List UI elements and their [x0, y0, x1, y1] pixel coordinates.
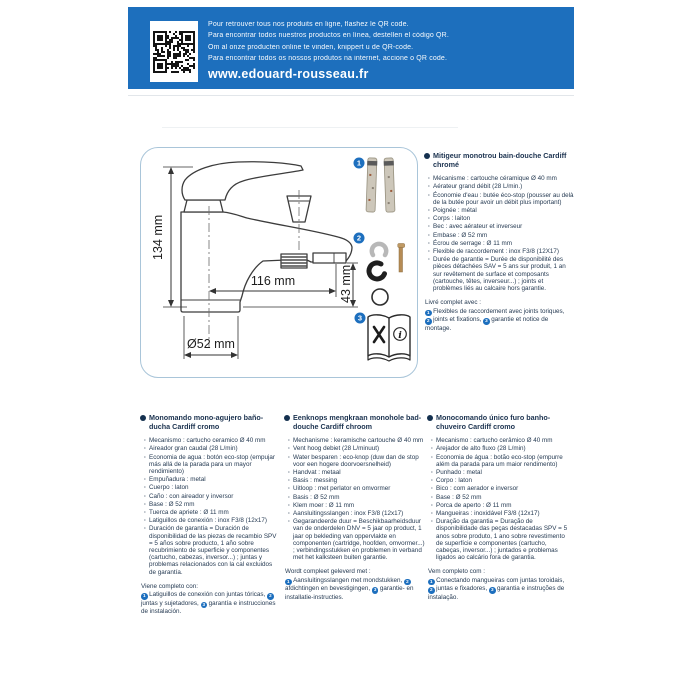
spec-bullet: · Mecanismo : cartucho ceramico Ø 40 mm — [144, 437, 280, 444]
spec-bullet: · Empuñadura : metal — [144, 476, 280, 483]
spec-bullet: · Basis : messing — [288, 477, 425, 484]
qr-code — [150, 21, 198, 82]
included-item-text: garantía e instrucciones de instalación. — [141, 599, 276, 616]
faucet-handle — [182, 162, 303, 200]
numbered-badge: 2 — [404, 579, 411, 586]
included-item-text: Aansluitingsslangen met mondstukken, — [293, 576, 405, 584]
dim-base-diameter-label: Ø52 mm — [187, 337, 235, 351]
included-item-text: garantie- en installatie-instructies. — [285, 585, 414, 602]
info-glyph: i — [398, 330, 402, 341]
spec-bullet: · Poignée : métal — [428, 207, 574, 214]
included-with-fr: Livré complet avec : 1 Flexibles de raccordement avec joints toriques, 2 joints et fixations, 3 garantie et notice de montage. — [425, 299, 565, 332]
spec-bullet: · Handvat : metaal — [288, 469, 425, 476]
spec-bullet: · Économie d'eau : butée éco-stop (pousser au delà de la butée pour avoir un débit plus important) — [428, 192, 574, 206]
included-item-text: Latiguillos de conexión con juntas tóricas, — [149, 591, 268, 599]
banner-lines — [208, 19, 449, 65]
included-with-pt: Vem completo com : 1 Conectando mangueiras com juntas toroidais, 2 juntas e fixadores, 3 garantia e instruções de instalação. — [428, 568, 565, 602]
spec-bullet: · Aireador gran caudal (28 L/min) — [144, 445, 280, 452]
included-item-text: Flexibles de raccordement avec joints toriques, — [433, 307, 565, 315]
faint-rule — [162, 127, 458, 128]
included-item-text: garantie et notice de montage. — [425, 316, 549, 332]
seals-fixings-icon — [369, 244, 405, 306]
spec-bullet: · Bec : avec aérateur et inverseur — [428, 223, 574, 230]
numbered-badge: 3 — [489, 587, 496, 594]
included-item-text: joints et fixations, — [433, 316, 484, 324]
section-nl — [284, 414, 425, 603]
spec-bullet: · Mechanisme : keramische cartouche Ø 40 mm — [288, 437, 425, 444]
spec-bullet: · Gegarandeerde duur = Beschikbaarheidsduur van de onderdelen DNV = 5 jaar op product, 1 jaar op bekleding van oppervlakte en componenten (cartridge, hoofden, omvormer...) ; verbindingsstukken en problemen in verband met het kalksteen buiten garantie. — [288, 518, 425, 561]
included-with-nl: Wordt compleet geleverd met : 1 Aansluitingsslangen met mondstukken, 2afdichtingen en bevestigingen, 3 garantie- en installatie-instructies. — [285, 568, 414, 602]
section-pt — [427, 414, 570, 603]
spec-list-es — [140, 437, 280, 576]
spec-bullet: · Porca de aperto : Ø 11 mm — [431, 502, 570, 509]
text-line: Om al onze producten online te vinden, knippert u de QR-code. — [208, 43, 414, 51]
text-line: Pour retrouver tous nos produits en ligne, flashez le QR code. — [208, 21, 409, 28]
numbered-badge: 3 — [201, 602, 208, 609]
spec-bullet: · Economia de água : botão eco-stop (empurre além da parada para um maior rendimento) — [431, 454, 570, 468]
included-with-es: Viene completo con: 1 Latiguillos de conexión con juntas tóricas, 2juntas y sujetadores, 3 garantía e instrucciones de instalación. — [141, 582, 276, 616]
spec-bullet: · Mangueiras : inoxidável F3/8 (12x17) — [431, 510, 570, 517]
banner-text — [208, 19, 449, 81]
svg-text:3: 3 — [357, 313, 363, 323]
numbered-badge: 1 — [428, 579, 435, 586]
dim-height-label: 134 mm — [151, 214, 165, 260]
numbered-badge: 3 — [483, 318, 490, 325]
language-marker-icon — [140, 415, 146, 421]
qr-banner — [128, 7, 574, 89]
spec-bullet: · Flexible de raccordement : inox F3/8 (12X17) — [428, 248, 574, 255]
section-title-es: Monomando mono-agujero baño-ducha Cardiff cromo — [149, 413, 264, 431]
spec-bullet: · Latiguillos de conexión : inox F3/8 (12x17) — [144, 517, 280, 524]
section-title-nl: Eenknops mengkraan monohole bad-douche Cardiff chroom — [293, 413, 422, 431]
section-fr — [424, 152, 574, 333]
included-item-text: Conectando mangueiras com juntas toroidais, — [436, 576, 565, 584]
flexible-hoses-icon — [366, 158, 396, 212]
language-marker-icon — [424, 153, 430, 159]
spec-bullet: · Water besparen : eco-knop (duw dan de stop voor een hogere doorvoersnelheid) — [288, 454, 425, 468]
spec-bullet: · Aansluitingsslangen : inox F3/8 (12x17) — [288, 510, 425, 517]
section-title-pt: Monocomando único furo banho-chuveiro Cardiff cromo — [436, 413, 551, 431]
spec-bullet: · Duración de garantía = Duración de disponibilidad de las piezas de recambio SPV = 5 años sobre producto, 1 año sobre recubrimiento de superficie y componentes (cartucho, cabezas, inversor...) ; juntas y problemas relacionados con la cal excluidos de garantía. — [144, 525, 280, 575]
numbered-badge: 2 — [428, 587, 435, 594]
spec-bullet: · Economia de agua : botón eco-stop (empujar más allá de la parada para un mayor rendimiento) — [144, 454, 280, 476]
included-item-text: garantia e instruções de instalação. — [428, 585, 565, 602]
spec-bullet: · Base : Ø 52 mm — [431, 494, 570, 501]
spec-bullet: · Caño : con aireador y inversor — [144, 493, 280, 500]
spec-bullet: · Corps : laiton — [428, 215, 574, 222]
numbered-badge: 1 — [285, 579, 292, 586]
spec-list-pt — [427, 437, 570, 561]
language-marker-icon — [427, 415, 433, 421]
numbered-badge: 3 — [372, 587, 379, 594]
spec-bullet: · Embase : Ø 52 mm — [428, 232, 574, 239]
included-item-text: afdichtingen en bevestigingen, — [285, 585, 372, 593]
faucet-dome — [184, 200, 223, 212]
spec-bullet: · Tuerca de apriete : Ø 11 mm — [144, 509, 280, 516]
banner-separator — [128, 95, 574, 96]
spec-bullet: · Klem moer : Ø 11 mm — [288, 502, 425, 509]
outlet — [313, 253, 346, 263]
dim-spout-height-label: 43 mm — [339, 264, 353, 303]
dim-reach-label: 116 mm — [250, 274, 296, 288]
section-es — [140, 414, 280, 617]
spec-bullet: · Aérateur grand débit (28 L/min.) — [428, 183, 574, 190]
spec-bullet: · Mecanismo : cartucho cerâmico Ø 40 mm — [431, 437, 570, 444]
spec-bullet: · Punhado : metal — [431, 469, 570, 476]
spec-bullet: · Bico : com aerador e inversor — [431, 485, 570, 492]
numbered-badge: 2 — [425, 318, 432, 325]
spec-bullet: · Arejador de alto fluxo (28 L/min) — [431, 445, 570, 452]
language-marker-icon — [284, 415, 290, 421]
numbered-badge: 1 — [141, 593, 148, 600]
included-item-text: juntas y sujetadores, — [141, 599, 201, 607]
spec-bullet: · Cuerpo : laton — [144, 484, 280, 491]
numbered-badge: 1 — [425, 310, 432, 317]
spec-bullet: · Base : Ø 52 mm — [144, 501, 280, 508]
text-line: Para encontrar todos nuestros productos en línea, destellen el código QR. — [208, 32, 449, 40]
qr-code-pattern — [153, 26, 195, 78]
included-items — [352, 154, 414, 368]
spec-bullet: · Duração da garantia = Duração de disponibilidade das peças destacadas SPV = 5 anos sobre produto, 1 ano sobre revestimento de superfície e componentes (cartucho, cabeças, inversor...) ; juntados e problemas ligados ao calcário fora de garantia. — [431, 518, 570, 561]
spec-bullet: · Durée de garantie = Durée de disponibilité des pièces détachées SAV = 5 ans sur produit, 1 an sur revêtement de surface et composants (cartouche, têtes, inverseur...) ; joints et problèmes liés au calcaire hors garantie. — [428, 256, 574, 292]
spec-list-nl — [284, 437, 425, 561]
spec-list-fr — [424, 175, 574, 292]
svg-text:1: 1 — [356, 158, 362, 168]
included-item-text: juntas e fixadores, — [436, 585, 489, 593]
spec-bullet: · Vent hoog debiet (28 L/minuut) — [288, 445, 425, 452]
svg-text:2: 2 — [356, 233, 362, 243]
spec-bullet: · Corpo : laton — [431, 477, 570, 484]
text-line: Para encontrar todos os nossos produtos na internet, accione o QR code. — [208, 55, 448, 63]
numbered-badge: 2 — [267, 593, 274, 600]
spec-bullet: · Basis : Ø 52 mm — [288, 494, 425, 501]
technical-drawing-box — [140, 147, 418, 378]
manual-book-icon — [368, 315, 410, 361]
spec-bullet: · Uitloop : met perlator en omvormer — [288, 485, 425, 492]
section-title-fr: Mitigeur monotrou bain-douche Cardiff chromé — [433, 151, 567, 169]
faucet-diagram — [143, 150, 358, 375]
spec-bullet: · Écrou de serrage : Ø 11 mm — [428, 240, 574, 247]
website-url: www.edouard-rousseau.fr — [208, 66, 369, 81]
spec-bullet: · Mécanisme : cartouche céramique Ø 40 mm — [428, 175, 574, 182]
